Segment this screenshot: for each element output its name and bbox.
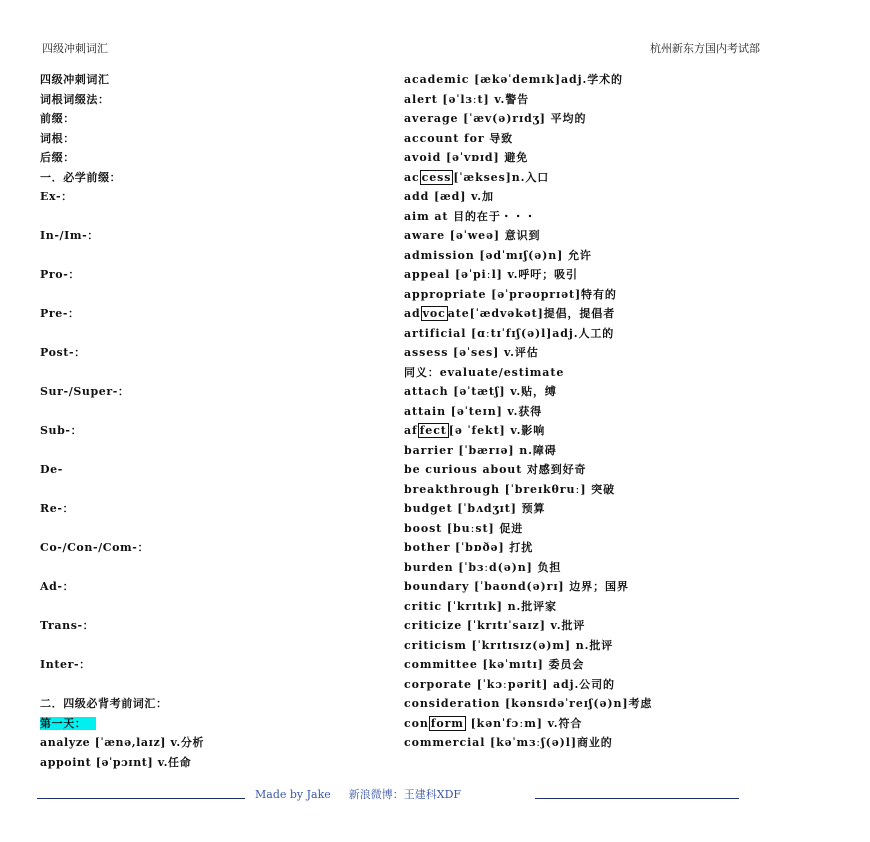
vocab-entry <box>404 402 844 422</box>
entry-text: criticize [ˈkrɪtɪˈsaɪz] v.批评 <box>404 619 586 632</box>
entry-text: attain [əˈteɪn] v.获得 <box>404 404 543 418</box>
entry-text: account for 导致 <box>404 131 514 145</box>
vocab-entry <box>404 538 844 558</box>
left-line: 一．必学前缀： <box>40 170 122 184</box>
blank-line <box>40 636 370 656</box>
entry-text: bother [ˈbɒðə] 打扰 <box>404 541 534 554</box>
header-right-title: 杭州新东方国内考试部 <box>650 42 760 55</box>
vocab-entry <box>404 324 844 344</box>
vocab-entry <box>404 207 844 227</box>
left-line: Sub-： <box>40 424 83 437</box>
left-line: Post-： <box>40 346 86 359</box>
entry-text: ate[ˈædvəkət]提倡，提倡者 <box>447 307 616 320</box>
entry-text: con <box>404 716 429 730</box>
vocab-entry <box>404 168 844 188</box>
left-line: Pre-： <box>40 307 80 320</box>
left-line: Re-： <box>40 502 75 515</box>
footer-rule-right <box>535 798 739 799</box>
vocab-entry <box>404 285 844 305</box>
vocab-entry <box>404 577 844 597</box>
entry-text: admission [ədˈmɪʃ(ə)n] 允许 <box>404 248 592 262</box>
vocab-entry <box>404 226 844 246</box>
entry-text: budget [ˈbʌdʒɪt] 预算 <box>404 502 546 515</box>
blank-line <box>40 402 370 422</box>
vocab-entry <box>404 382 844 402</box>
entry-text: assess [əˈses] v.评估 <box>404 346 539 359</box>
left-line: 后缀： <box>40 151 75 164</box>
footer <box>0 786 870 806</box>
left-line: 四级冲刺词汇 <box>40 73 110 86</box>
left-line: Ad-： <box>40 580 75 593</box>
blank-line <box>40 480 370 500</box>
left-line: Co-/Con-/Com-： <box>40 541 150 554</box>
entry-text: burden [ˈbɜːd(ə)n] 负担 <box>404 560 562 574</box>
entry-text: [ə ˈfekt] v.影响 <box>448 424 546 437</box>
vocab-entry <box>404 499 844 519</box>
vocab-entry <box>404 304 844 324</box>
entry-text: ac <box>404 170 420 184</box>
left-line: In-/Im-： <box>40 229 99 242</box>
word-root-box: cess <box>421 170 452 184</box>
entry-text: corporate [ˈkɔːpərit] adj.公司的 <box>404 677 615 691</box>
entry-text: attach [əˈtætʃ] v.贴，缚 <box>404 385 557 398</box>
word-root-box: voc <box>422 307 446 320</box>
vocab-entry <box>404 90 844 110</box>
entry-text: aim at 目的在于・・・ <box>404 209 537 223</box>
entry-text: boundary [ˈbaʊnd(ə)rɪ] 边界；国界 <box>404 580 629 593</box>
word-root-box: form <box>430 716 464 730</box>
blank-line <box>40 246 370 266</box>
entry-text: average [ˈæv(ə)rɪdʒ] 平均的 <box>404 112 587 125</box>
entry-text: af <box>404 424 418 437</box>
vocab-entry <box>404 187 844 207</box>
vocab-entry <box>404 246 844 266</box>
entry-text: be curious about 对感到好奇 <box>404 463 587 476</box>
vocab-entry <box>404 733 844 753</box>
entry-text: [kənˈfɔːm] v.符合 <box>465 716 583 730</box>
vocab-entry <box>404 675 844 695</box>
entry-text: appropriate [əˈprəʊprɪət]特有的 <box>404 287 617 301</box>
blank-line <box>40 324 370 344</box>
entry-text: add [æd] v.加 <box>404 190 494 203</box>
vocab-entry <box>404 70 844 90</box>
blank-line <box>40 597 370 617</box>
vocab-entry <box>404 636 844 656</box>
vocab-entry <box>404 460 844 480</box>
entry-text: breakthrough [ˈbreɪkθruː] 突破 <box>404 482 615 496</box>
entry-text: alert [əˈlɜːt] v.警告 <box>404 92 530 106</box>
footer-rule-left <box>37 798 245 799</box>
entry-text: boost [buːst] 促进 <box>404 521 524 535</box>
vocab-entry <box>404 109 844 129</box>
left-line: 前缀： <box>40 112 75 125</box>
header-left-title: 四级冲刺词汇 <box>42 42 108 55</box>
vocab-entry <box>404 129 844 149</box>
vocab-entry <box>404 655 844 675</box>
left-line <box>40 714 370 734</box>
vocab-entry <box>404 421 844 441</box>
blank-line <box>40 207 370 227</box>
vocab-entry <box>404 363 844 383</box>
vocab-entry <box>404 597 844 617</box>
highlighted-day-label: 第一天： <box>40 717 96 730</box>
left-line: Inter-： <box>40 658 91 671</box>
blank-line <box>40 285 370 305</box>
left-line: De- <box>40 463 63 476</box>
entry-text: ad <box>404 307 421 320</box>
footer-weibo: 新浪微博：王建科XDF <box>348 788 462 801</box>
entry-text: [ˈækses]n.入口 <box>453 170 550 184</box>
entry-text: committee [kəˈmɪtɪ] 委员会 <box>404 658 585 671</box>
blank-line <box>40 363 370 383</box>
blank-line <box>40 519 370 539</box>
entry-text: critic [ˈkrɪtɪk] n.批评家 <box>404 599 557 613</box>
footer-made-by: Made by Jake <box>255 788 331 801</box>
left-line: analyze [ˈænə,laɪz] v.分析 <box>40 736 205 749</box>
vocab-entry <box>404 480 844 500</box>
vocab-entry <box>404 265 844 285</box>
left-line: Ex-： <box>40 190 73 203</box>
entry-text: consideration [kənsɪdəˈreɪʃ(ə)n]考虑 <box>404 697 653 710</box>
vocab-entry <box>404 694 844 714</box>
left-column <box>40 70 370 772</box>
left-line: Pro-： <box>40 268 80 281</box>
vocab-entry <box>404 148 844 168</box>
entry-text: criticism [ˈkrɪtɪsɪz(ə)m] n.批评 <box>404 638 614 652</box>
entry-text: appeal [əˈpiːl] v.呼吁；吸引 <box>404 268 578 281</box>
entry-text: artificial [ɑːtɪˈfɪʃ(ə)l]adj.人工的 <box>404 326 615 340</box>
blank-line <box>40 675 370 695</box>
vocab-entry <box>404 714 844 734</box>
footer-text <box>255 786 461 802</box>
entry-text: aware [əˈweə] 意识到 <box>404 229 541 242</box>
entry-text: barrier [ˈbærɪə] n.障碍 <box>404 443 557 457</box>
vocab-entry <box>404 519 844 539</box>
left-line: 二．四级必背考前词汇： <box>40 697 168 710</box>
entry-text: 同义：evaluate/estimate <box>404 365 565 379</box>
left-line: Trans-： <box>40 619 95 632</box>
vocab-entry <box>404 558 844 578</box>
blank-line <box>40 441 370 461</box>
left-line: 词根词缀法： <box>40 92 110 106</box>
blank-line <box>40 558 370 578</box>
left-line: appoint [əˈpɔɪnt] v.任命 <box>40 755 192 769</box>
entry-text: avoid [əˈvɒɪd] 避免 <box>404 151 529 164</box>
vocab-entry <box>404 616 844 636</box>
entry-text: commercial [kəˈmɜːʃ(ə)l]商业的 <box>404 736 613 749</box>
vocab-entry <box>404 441 844 461</box>
left-line: Sur-/Super-： <box>40 385 130 398</box>
vocab-entry <box>404 343 844 363</box>
entry-text: academic [ækəˈdemɪk]adj.学术的 <box>404 73 623 86</box>
left-line: 词根： <box>40 131 75 145</box>
right-column <box>404 70 844 753</box>
word-root-box: fect <box>419 424 447 437</box>
